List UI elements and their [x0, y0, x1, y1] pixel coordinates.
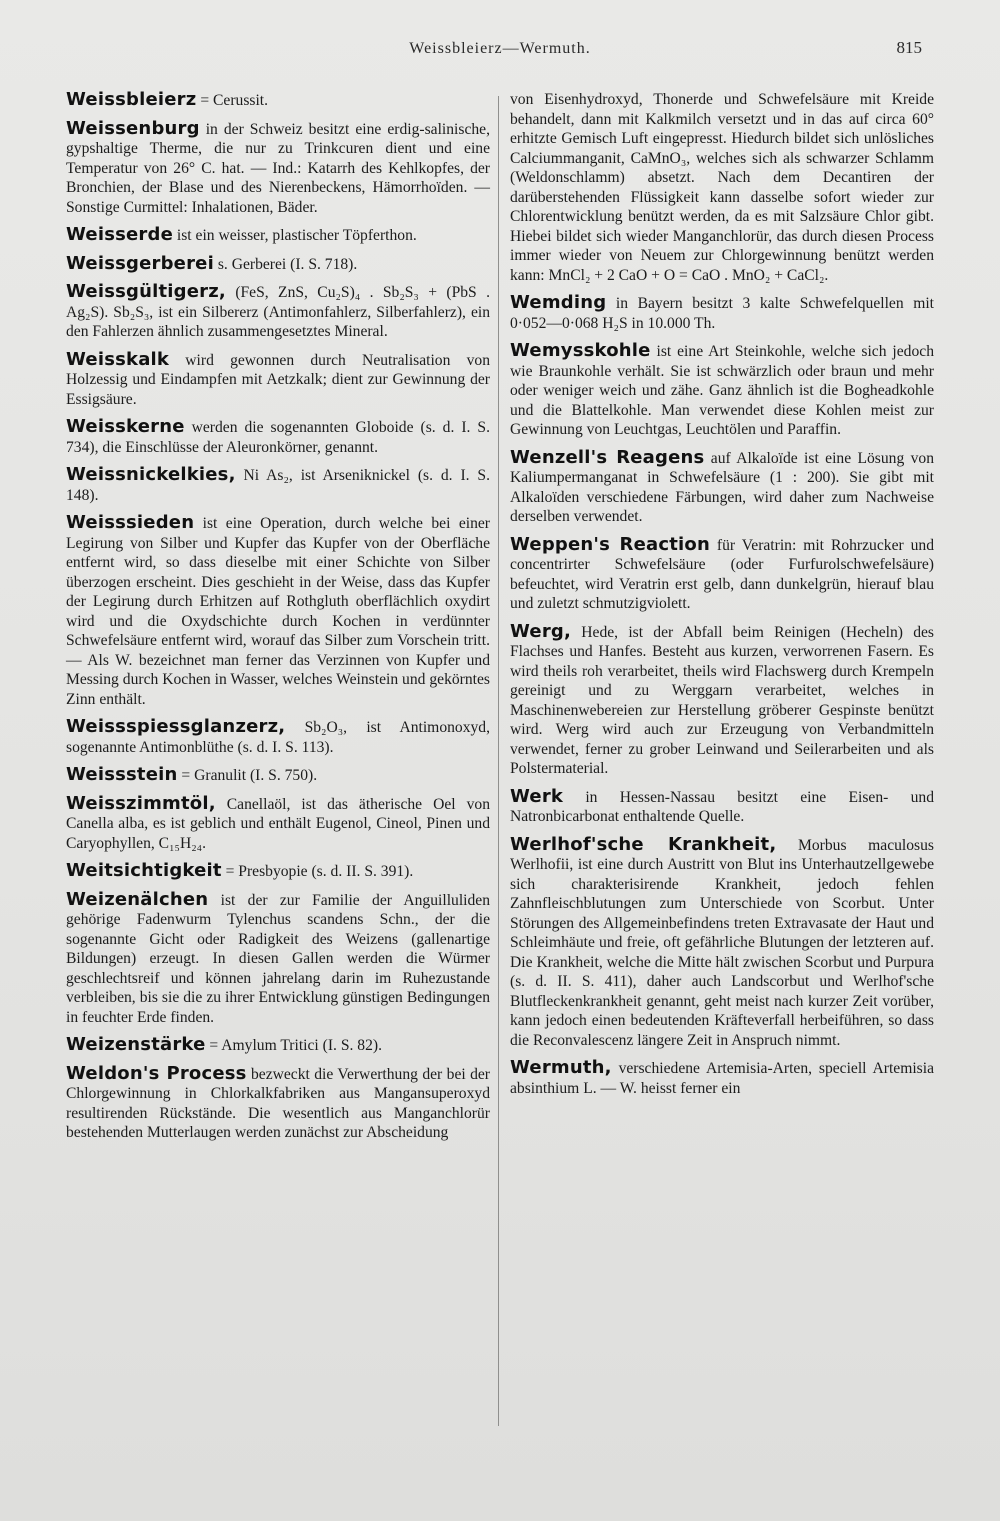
dictionary-entry	[66, 717, 490, 757]
entry-text: s. Gerberei (I. S. 718).	[213, 255, 358, 273]
entry-headword: Weisserde	[66, 224, 173, 245]
entry-headword: Wermuth,	[510, 1057, 612, 1078]
entry-text: ist eine Art Steinkohle, welche sich jedoch wie Braunkohle verhält. Sie ist schwärzlich oder braun und mehr oder weniger weich und zähe. Ganz ähnlich ist die Bogheadkohle und die Blattelkohle. Man verwendet diese Kohlen meist zur Gewinnung von Leuchtgas, Leuchtölen und Paraffin.	[510, 343, 934, 438]
dictionary-entry	[66, 861, 490, 882]
entry-headword: Weissgerberei	[66, 252, 214, 274]
left-column	[66, 90, 490, 1151]
dictionary-entry	[66, 90, 490, 111]
entry-text: = Cerussit.	[196, 92, 269, 109]
dictionary-entry	[66, 1035, 490, 1056]
entry-text: Morbus maculosus Werlhofii, ist eine durch Austritt von Blut ins Unterhautzellgewebe sich charakterisirende Krankheit, jedoch fehlen Zahnfleischblutungen zum Unterschiede von Scorbut. Unter Störungen des Allgemeinbefindens treten Extravasate der Haut und Schleimhäute und freie, oft gefährliche Blutungen der letzteren auf. Die Krankheit, welche die Mitte hält zwischen Scorbut und Purpura (s. d. II. S. 411), daher auch Landscorbut und Werlhof'sche Blutfleckenkrankheit genannt, geht meist nach kurzer Zeit vorüber, kann jedoch einen bedeutenden Kräfteverfall herbeiführen, so dass die Reconvalescenz längere Zeit in Anspruch nimmt.	[510, 836, 934, 1049]
entry-text: bezweckt die Verwerthung der bei der Chlorgewinnung in Chlorkalkfabriken aus Mangansuperoxyd resultirenden Rückstände. Die wesentlich aus Manganchlorür bestehenden Mutterlaugen werden zunächst zur Abscheidung	[66, 1065, 490, 1141]
dictionary-entry	[510, 1058, 934, 1098]
dictionary-entry	[66, 350, 490, 410]
entry-text: in der Schweiz besitzt eine erdig-salinische, gypshaltige Therme, die nur zu Trinkcuren dient und eine Temperatur von 26° C. hat. — Ind.: Katarrh des Kehlkopfes, der Bronchien, der Blase und des Nierenbeckens, Hämorrhoïden. — Sonstige Curmittel: Inhalationen, Bäder.	[66, 120, 490, 216]
dictionary-entry	[66, 282, 490, 342]
entry-text: wird gewonnen durch Neutralisation von Holzessig und Eindampfen mit Aetzkalk; dient zur Gewinnung der Essigsäure.	[66, 351, 490, 408]
entry-headword: Weisskerne	[66, 416, 185, 437]
dictionary-entry	[66, 225, 490, 246]
entry-text: in Hessen-Nassau besitzt eine Eisen- und Natronbicarbonat enthaltende Quelle.	[510, 788, 934, 825]
dictionary-entry	[66, 254, 490, 275]
dictionary-entry	[66, 1064, 490, 1143]
entry-text: Canellaöl, ist das ätherische Oel von Canella alba, es ist geblich und enthält Eugenol, Cineol, Pinen und Caryophyllen, C₁₅H₂₄.	[66, 795, 490, 852]
dictionary-entry	[510, 535, 934, 614]
entry-headword: Wemysskohle	[510, 340, 651, 361]
entry-headword: Weisssieden	[66, 512, 195, 533]
dictionary-entry	[510, 787, 934, 827]
column-divider	[498, 96, 499, 1426]
entry-text: in Bayern besitzt 3 kalte Schwefelquellen mit 0·052—0·068 H₂S in 10.000 Th.	[510, 295, 934, 332]
entry-text: ist der zur Familie der Anguilluliden gehörige Fadenwurm Tylenchus scandens Schn., der die sogenannte Gicht oder Radigkeit des Weizens (gallenartige Bildungen) erzeugt. In diesen Gallen werden die Würmer geschlechtsreif und können jahrelang darin im Ruhezustande verbleiben, bis sie die zu ihrer Entwicklung günstigen Bedingungen in feuchter Erde finden.	[66, 891, 490, 1026]
dictionary-entry	[66, 417, 490, 457]
dictionary-entry	[66, 890, 490, 1028]
entry-text: ist ein weisser, plastischer Töpferthon.	[173, 227, 417, 244]
entry-text: verschiedene Artemisia-Arten, speciell Artemisia absinthium L. — W. heisst ferner ein	[510, 1060, 934, 1097]
entry-text: werden die sogenannten Globoide (s. d. I. S. 734), die Einschlüsse der Aleuronkörner, genannt.	[66, 419, 490, 456]
dictionary-entry	[510, 293, 934, 333]
entry-text: = Presbyopie (s. d. II. S. 391).	[221, 863, 414, 880]
page-number: 815	[896, 38, 922, 57]
entry-text: auf Alkaloïde ist eine Lösung von Kaliumpermanganat in Schwefelsäure (1 : 200). Sie gibt mit Alkaloïden verschiedene Färbungen, wird daher zum Nachweise derselben verwendet.	[510, 449, 934, 525]
entry-headword: Weitsichtigkeit	[66, 860, 222, 881]
entry-headword: Weissstein	[66, 764, 178, 785]
dictionary-entry	[510, 341, 934, 440]
entry-text: = Granulit (I. S. 750).	[177, 767, 318, 784]
entry-headword: Weisskalk	[66, 348, 170, 370]
running-head: Weissbleierz—Wermuth.	[409, 40, 591, 57]
entry-text: (FeS, ZnS, Cu₂S)₄ . Sb₂S₃ + (PbS . Ag₂S). Sb₂S₃, ist ein Silbererz (Antimonfahlerz, Silberfahlerz), ein den Fahlerzen ähnlich zusammengesetztes Mineral.	[66, 284, 490, 340]
dictionary-entry	[510, 448, 934, 527]
entry-headword: Weldon's Process	[66, 1062, 247, 1084]
dictionary-entry	[510, 835, 934, 1051]
entry-headword: Weissnickelkies,	[66, 464, 236, 485]
entry-headword: Werk	[510, 785, 564, 807]
entry-headword: Weissbleierz	[66, 89, 197, 110]
entry-text: für Veratrin: mit Rohrzucker und concentrirter Schwefelsäure (oder Furfurolschwefelsäure) befeuchtet, wird Veratrin erst gelb, dann dunkelgrün, hierauf blau und zuletzt schmutzigviolett.	[510, 536, 934, 612]
entry-headword: Weizenstärke	[66, 1034, 206, 1055]
right-column	[510, 90, 934, 1106]
entry-text: = Amylum Tritici (I. S. 82).	[205, 1037, 382, 1054]
entry-headword: Wemding	[510, 292, 607, 313]
entry-headword: Weisszimmtöl,	[66, 792, 216, 814]
dictionary-entry	[66, 794, 490, 854]
dictionary-entry	[66, 513, 490, 709]
entry-text: ist eine Operation, durch welche bei einer Legirung von Silber und Kupfer das Kupfer von der Oberfläche entfernt wird, so dass dieselbe mit einer Schichte von Silber überzogen erscheint. Dies geschieht in der Weise, dass das Kupfer der Legirung durch Erhitzen auf Rothgluth oberflächlich oxydirt wird und die Oxydschichte durch Kochen in verdünnter Schwefelsäure entfernt wird, worauf das Silber zum Vorschein tritt. — Als W. bezeichnet man ferner das Verzinnen von Kupfer und Messing durch Kochen in Wasser, welches Weinstein und gekörntes Zinn enthält.	[66, 515, 490, 708]
entry-headword: Weizenälchen	[66, 888, 209, 910]
dictionary-entry	[66, 119, 490, 218]
entry-headword: Werg,	[510, 620, 572, 642]
entry-headword: Wenzell's Reagens	[510, 446, 705, 468]
entry-text: Sb₂O₃, ist Antimonoxyd, sogenannte Antimonblüthe (s. d. I. S. 113).	[66, 719, 490, 756]
entry-headword: Weissspiessglanzerz,	[66, 716, 286, 737]
entry-text: Ni As₂, ist Arseniknickel (s. d. I. S. 148).	[66, 467, 490, 504]
entry-headword: Weissenburg	[66, 117, 200, 139]
entry-headword: Weissgültigerz,	[66, 281, 226, 302]
entry-text: Hede, ist der Abfall beim Reinigen (Hecheln) des Flachses und Hanfes. Besteht aus kurzen, verworrenen Fasern. Es wird theils roh verarbeitet, theils wird Flachswerg durch Krempeln gereinigt und zu Werggarn verarbeitet, welches in Maschinenwebereien zur Herstellung gröberer Gespinste benützt wird. Werg wird auch zur Erzeugung von Verbandmitteln verwendet, ferner zu grober Leinwand und Seilerarbeiten und als Polstermaterial.	[510, 623, 934, 777]
dictionary-entry	[510, 90, 934, 285]
dictionary-entry	[66, 465, 490, 505]
dictionary-entry	[510, 622, 934, 779]
entry-headword: Werlhof'sche Krankheit,	[510, 833, 777, 855]
entry-headword: Weppen's Reaction	[510, 533, 710, 555]
entry-text: von Eisenhydroxyd, Thonerde und Schwefelsäure mit Kreide behandelt, dann mit Kalkmilch versetzt und in das auf circa 60° erhitzte Gemisch Luft eingepresst. Hiedurch bildet sich unlösliches Calciummanganit, CaMnO₃, welches sich als schwarzer Schlamm (Weldonschlamm) absetzt. Nach dem Decantiren der darüberstehenden Flüssigkeit kann dasselbe sofort wieder zur Chlorentwicklung benützt werden, da es mit Salzsäure Chlor gibt. Hiebei bildet sich wieder Manganchlorür, das durch diesen Process immer wieder von Neuem zur Chlorgewinnung benützt werden kann: MnCl₂ + 2 CaO + O = CaO . MnO₂ + CaCl₂.	[510, 91, 934, 284]
dictionary-entry	[66, 765, 490, 786]
